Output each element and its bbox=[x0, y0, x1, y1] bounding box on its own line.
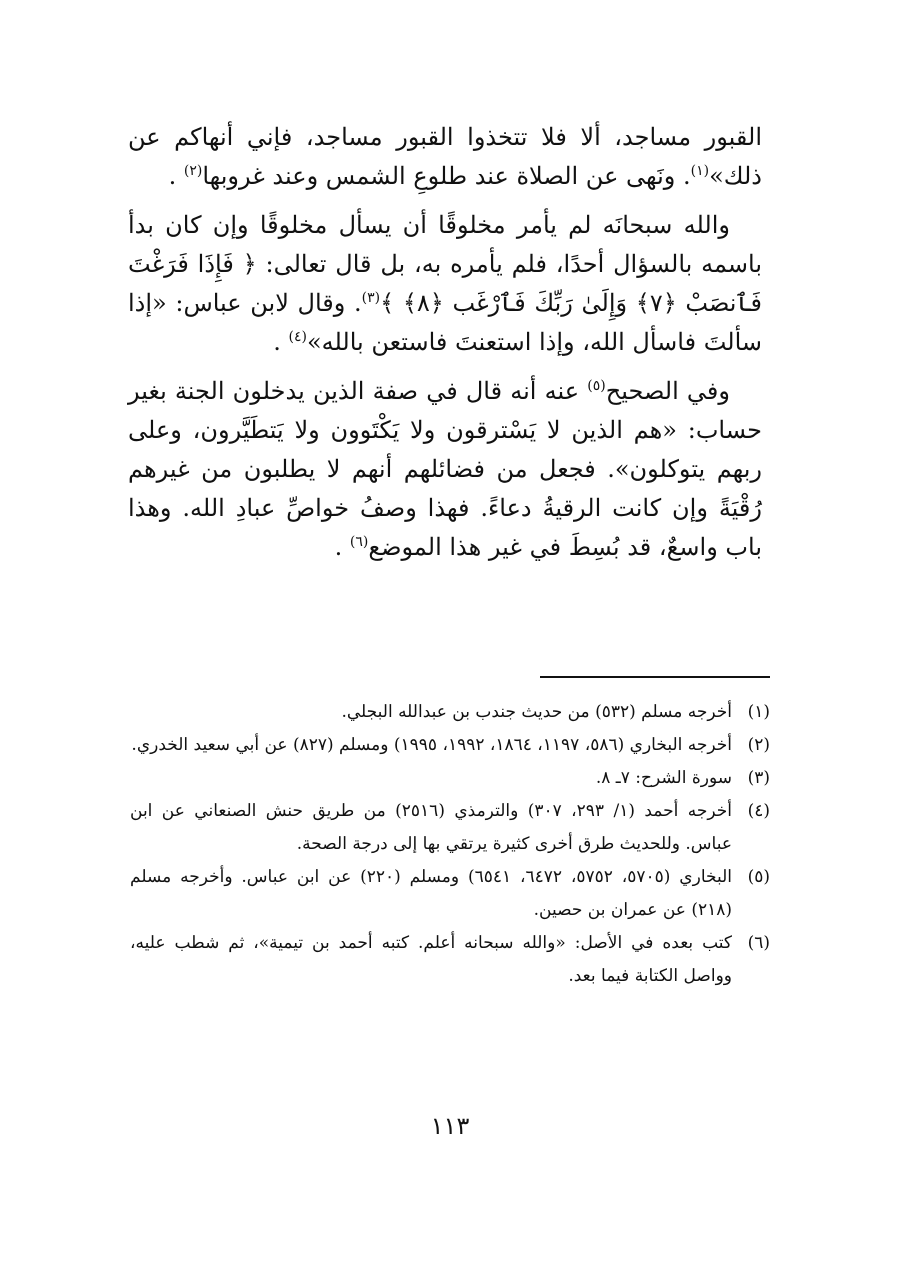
footnote-text: سورة الشرح: ٧ـ ٨. bbox=[595, 768, 732, 788]
footnote-text: كتب بعده في الأصل: «والله سبحانه أعلم. كتبه أحمد بن تيمية»، ثم شطب عليه، وواصل الكتابة فيما بعد. bbox=[130, 933, 732, 986]
footnote-number: (١) bbox=[747, 702, 770, 722]
footnote-divider bbox=[540, 676, 770, 678]
paragraph-1-line-1: القبور مساجد، ألا فلا تتخذوا القبور مساجد، فإني أنهاكم عن bbox=[128, 123, 762, 151]
footnote-ref-3: (٣) bbox=[361, 290, 381, 306]
footnote-number: (٢) bbox=[747, 735, 770, 755]
footnote-ref-1: (١) bbox=[690, 163, 710, 179]
footnote-item-5 bbox=[130, 861, 770, 927]
paragraph-3-text-a: وفي الصحيح bbox=[605, 377, 730, 405]
paragraph-2-text-b: . وقال لابن عباس: «إذا سألتَ فاسأل الله، وإذا استعنتَ فاستعن بالله» bbox=[128, 289, 762, 356]
paragraph-3-end: . bbox=[334, 533, 343, 561]
paragraph-1-end: . bbox=[168, 162, 177, 190]
footnote-ref-6: (٦) bbox=[349, 534, 369, 550]
paragraph-1-text-a: ذلك» bbox=[709, 162, 762, 190]
footnote-text: أخرجه مسلم (٥٣٢) من حديث جندب بن عبدالله البجلي. bbox=[341, 702, 732, 722]
paragraph-3-text-b: عنه أنه قال في صفة الذين يدخلون الجنة بغير حساب: «هم الذين لا يَسْترقون ولا يَكْتَوون ولا يَتطَيَّرون، وعلى ربهم يتوكلون». فجعل من فضائلهم أنهم لا يطلبون من غيرهم رُقْيَةً وإن كانت الرقيةُ دعاءً. فهذا وصفُ خواصِّ عبادِ الله. وهذا باب واسعٌ، قد بُسِطَ في غير هذا الموضع bbox=[128, 377, 762, 561]
footnote-ref-5: (٥) bbox=[587, 378, 606, 394]
footnote-ref-4: (٤) bbox=[288, 329, 307, 345]
footnote-item-2 bbox=[130, 729, 770, 762]
main-text bbox=[128, 118, 762, 577]
footnote-number: (٥) bbox=[747, 867, 770, 887]
footnote-ref-2: (٢) bbox=[183, 163, 203, 179]
paragraph-2-end: . bbox=[273, 328, 281, 356]
paragraph-2 bbox=[128, 206, 762, 362]
footnote-item-3 bbox=[130, 762, 770, 795]
footnote-text: أخرجه أحمد (١/ ٢٩٣، ٣٠٧) والترمذي (٢٥١٦) من طريق حنش الصنعاني عن ابن عباس. وللحديث طرق أخرى كثيرة يرتقي بها إلى درجة الصحة. bbox=[130, 801, 732, 854]
paragraph-3 bbox=[128, 372, 762, 567]
footnote-text: أخرجه البخاري (٥٨٦، ١١٩٧، ١٨٦٤، ١٩٩٢، ١٩٩٥) ومسلم (٨٢٧) عن أبي سعيد الخدري. bbox=[131, 735, 732, 755]
footnote-text: البخاري (٥٧٠٥، ٥٧٥٢، ٦٤٧٢، ٦٥٤١) ومسلم (٢٢٠) عن ابن عباس. وأخرجه مسلم (٢١٨) عن عمران بن حصين. bbox=[130, 867, 733, 920]
footnote-number: (٣) bbox=[747, 768, 770, 788]
footnote-number: (٦) bbox=[747, 933, 770, 953]
footnote-number: (٤) bbox=[747, 801, 770, 821]
footnote-item-4 bbox=[130, 795, 770, 861]
footnotes-section bbox=[130, 696, 770, 993]
paragraph-1 bbox=[128, 118, 762, 196]
footnote-item-1 bbox=[130, 696, 770, 729]
page-number: ١١٣ bbox=[430, 1112, 470, 1140]
paragraph-1-text-b: . ونَهى عن الصلاة عند طلوعِ الشمس وعند غروبها bbox=[202, 162, 691, 190]
footnote-item-6 bbox=[130, 927, 770, 993]
paragraph-2-text-a: والله سبحانَه لم يأمر مخلوقًا أن يسأل مخلوقًا وإن كان بدأ باسمه بالسؤال أحدًا، فلم يأمره به، بل قال تعالى: ﴿ فَإِذَا فَرَغْتَ فَٱنصَبْ ﴿٧﴾ وَإِلَىٰ رَبِّكَ فَٱرْغَب ﴿٨﴾ ﴾ bbox=[128, 211, 763, 317]
